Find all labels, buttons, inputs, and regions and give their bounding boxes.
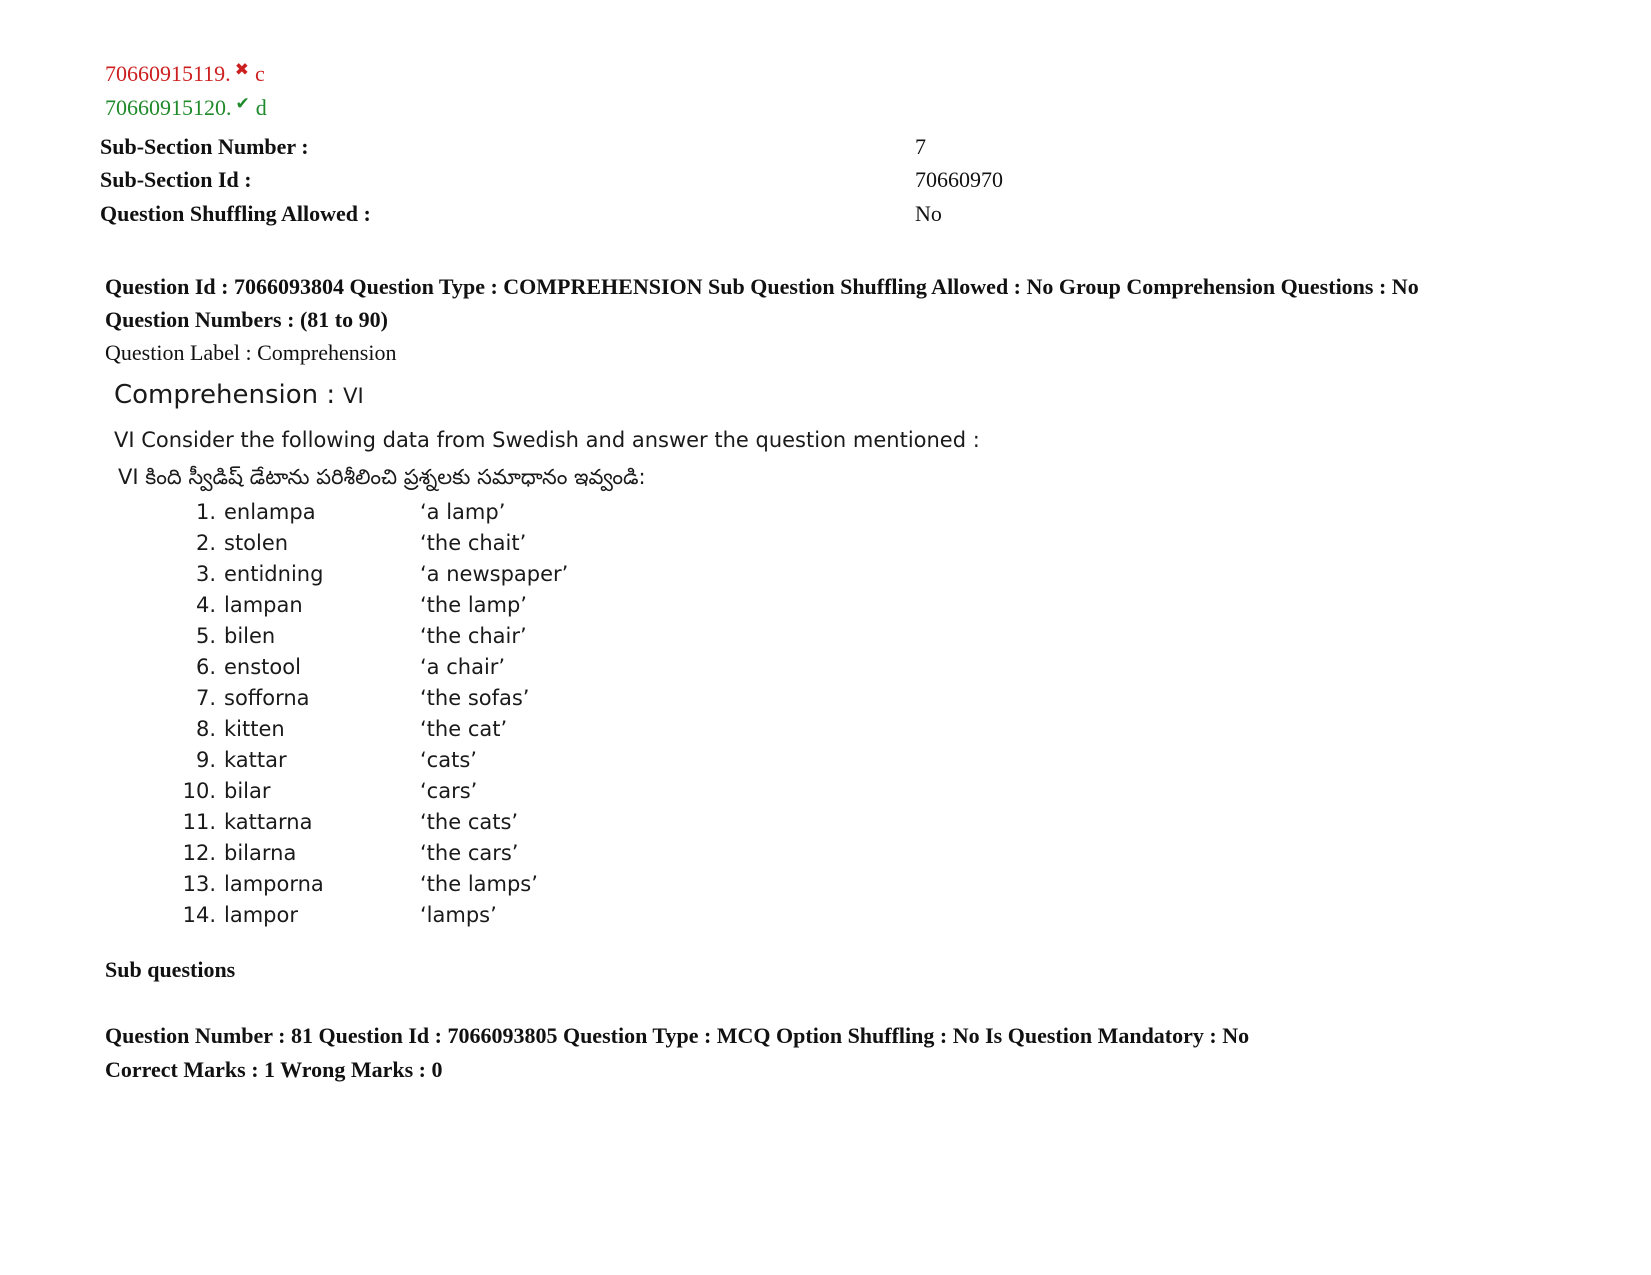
english-gloss: ‘the lamps’ xyxy=(420,872,538,896)
instruction-telugu: VI కింది స్వీడిష్ డేటాను పరిశీలించి ప్రశ్నలకు సమాధానం ఇవ్వండి: xyxy=(118,465,646,489)
list-item-number: 2. xyxy=(195,531,216,555)
instruction-english: VI Consider the following data from Swedish and answer the question mentioned : xyxy=(114,428,980,452)
list-item-number: 12. xyxy=(182,841,216,865)
english-gloss: ‘cars’ xyxy=(420,779,478,803)
english-gloss: ‘a lamp’ xyxy=(420,500,506,524)
swedish-word: bilar xyxy=(224,779,271,803)
english-gloss: ‘the chait’ xyxy=(420,531,527,555)
comprehension-title-suffix: VI xyxy=(343,384,364,408)
swedish-word: enlampa xyxy=(224,500,316,524)
swedish-word: lamporna xyxy=(224,872,324,896)
question-shuffling-value: No xyxy=(915,201,942,226)
swedish-word: enstool xyxy=(224,655,301,679)
subsection-id-label: Sub-Section Id : xyxy=(100,167,252,192)
sub-question-header-line2: Correct Marks : 1 Wrong Marks : 0 xyxy=(105,1057,443,1082)
english-gloss: ‘the lamp’ xyxy=(420,593,527,617)
swedish-word: lampor xyxy=(224,903,298,927)
english-gloss: ‘a newspaper’ xyxy=(420,562,569,586)
english-gloss: ‘the sofas’ xyxy=(420,686,530,710)
swedish-word: entidning xyxy=(224,562,324,586)
list-item-number: 5. xyxy=(195,624,216,648)
english-gloss: ‘the cars’ xyxy=(420,841,519,865)
swedish-word: bilen xyxy=(224,624,276,648)
option-id: 70660915119. xyxy=(105,61,231,86)
cross-icon: ✖ xyxy=(234,60,249,80)
check-icon: ✔ xyxy=(235,94,250,114)
option-line-correct xyxy=(105,95,267,121)
comprehension-title: Comprehension : VI xyxy=(114,380,364,410)
comprehension-passage xyxy=(114,380,364,410)
swedish-word: stolen xyxy=(224,531,289,555)
swedish-word: sofforna xyxy=(224,686,310,710)
swedish-word: kattar xyxy=(224,748,287,772)
swedish-word: lampan xyxy=(224,593,303,617)
question-shuffling-label: Question Shuffling Allowed : xyxy=(100,201,371,226)
english-gloss: ‘lamps’ xyxy=(420,903,497,927)
option-id: 70660915120. xyxy=(105,95,232,120)
question-label: Question Label : Comprehension xyxy=(105,340,397,365)
list-item-number: 6. xyxy=(195,655,216,679)
list-item-number: 4. xyxy=(195,593,216,617)
question-header-line2: Question Numbers : (81 to 90) xyxy=(105,307,388,332)
list-item-number: 14. xyxy=(182,903,216,927)
sub-question-header-line1: Question Number : 81 Question Id : 7066093805 Question Type : MCQ Option Shuffling : No Is Question Mandatory : No xyxy=(105,1023,1250,1048)
swedish-word: kattarna xyxy=(224,810,313,834)
english-gloss: ‘a chair’ xyxy=(420,655,506,679)
list-item-number: 11. xyxy=(182,810,216,834)
option-letter: d xyxy=(255,95,267,120)
english-gloss: ‘the chair’ xyxy=(420,624,527,648)
subsection-number-value: 7 xyxy=(915,134,926,159)
list-item-number: 13. xyxy=(182,872,216,896)
english-gloss: ‘the cat’ xyxy=(420,717,508,741)
subsection-id-value: 70660970 xyxy=(915,167,1003,192)
list-item-number: 3. xyxy=(195,562,216,586)
swedish-word: kitten xyxy=(224,717,285,741)
list-item-number: 1. xyxy=(195,500,216,524)
swedish-word-list xyxy=(180,500,680,940)
list-item-number: 10. xyxy=(182,779,216,803)
english-gloss: ‘cats’ xyxy=(420,748,477,772)
list-item-number: 8. xyxy=(195,717,216,741)
option-line-wrong xyxy=(105,61,265,87)
list-item-number: 9. xyxy=(195,748,216,772)
swedish-word: bilarna xyxy=(224,841,297,865)
question-header-line1: Question Id : 7066093804 Question Type : COMPREHENSION Sub Question Shuffling Allowed : No Group Comprehension Questions : No xyxy=(105,274,1419,299)
subsection-number-label: Sub-Section Number : xyxy=(100,134,309,159)
list-item-number: 7. xyxy=(195,686,216,710)
sub-questions-heading: Sub questions xyxy=(105,957,236,982)
english-gloss: ‘the cats’ xyxy=(420,810,519,834)
option-letter: c xyxy=(254,61,265,86)
